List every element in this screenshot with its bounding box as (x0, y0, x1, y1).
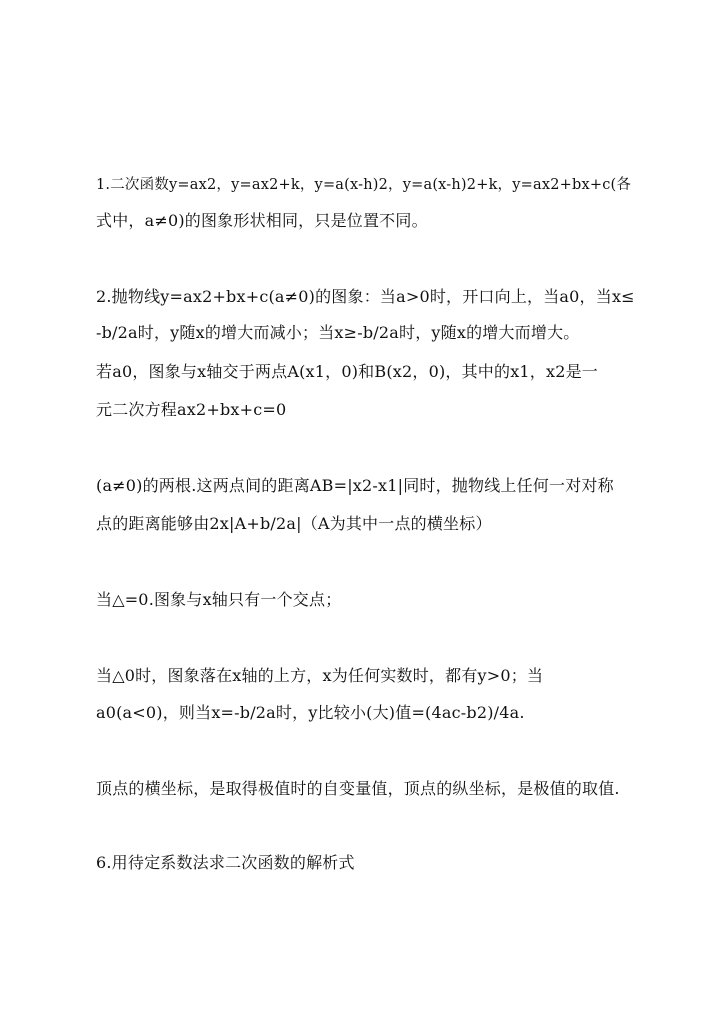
paragraph-2-line-3: 若a0，图象与x轴交于两点A(x1，0)和B(x2，0)，其中的x1，x2是一 (96, 362, 598, 381)
paragraph-1-line-2: 式中，a≠0)的图象形状相同，只是位置不同。 (96, 211, 428, 230)
paragraph-1-line-1: 1.二次函数y=ax2，y=ax2+k，y=a(x-h)2，y=a(x-h)2+k，y=ax2+bx+c(各 (96, 177, 632, 193)
paragraph-3-line-2: 点的距离能够由2x|A+b/2a|（A为其中一点的横坐标） (96, 514, 492, 533)
paragraph-2-line-4: 元二次方程ax2+bx+c=0 (96, 400, 287, 419)
paragraph-2-line-1: 2.抛物线y=ax2+bx+c(a≠0)的图象：当a>0时，开口向上，当a0，当x≤ (96, 287, 635, 306)
paragraph-5-line-2: a0(a<0)，则当x=-b/2a时，y比较小(大)值=(4ac-b2)/4a. (96, 703, 525, 722)
paragraph-2-line-2: -b/2a时，y随x的增大而减小；当x≥-b/2a时，y随x的增大而增大。 (96, 323, 580, 342)
paragraph-3-line-1: (a≠0)的两根.这两点间的距离AB=|x2-x1|同时，抛物线上任何一对对称 (96, 476, 614, 495)
paragraph-6-line-1: 顶点的横坐标，是取得极值时的自变量值，顶点的纵坐标，是极值的取值. (96, 779, 620, 798)
paragraph-4-line-1: 当△=0.图象与x轴只有一个交点； (96, 590, 342, 609)
paragraph-5-line-1: 当△0时，图象落在x轴的上方，x为任何实数时，都有y>0；当 (96, 666, 544, 685)
paragraph-7-line-1: 6.用待定系数法求二次函数的解析式 (96, 853, 355, 872)
